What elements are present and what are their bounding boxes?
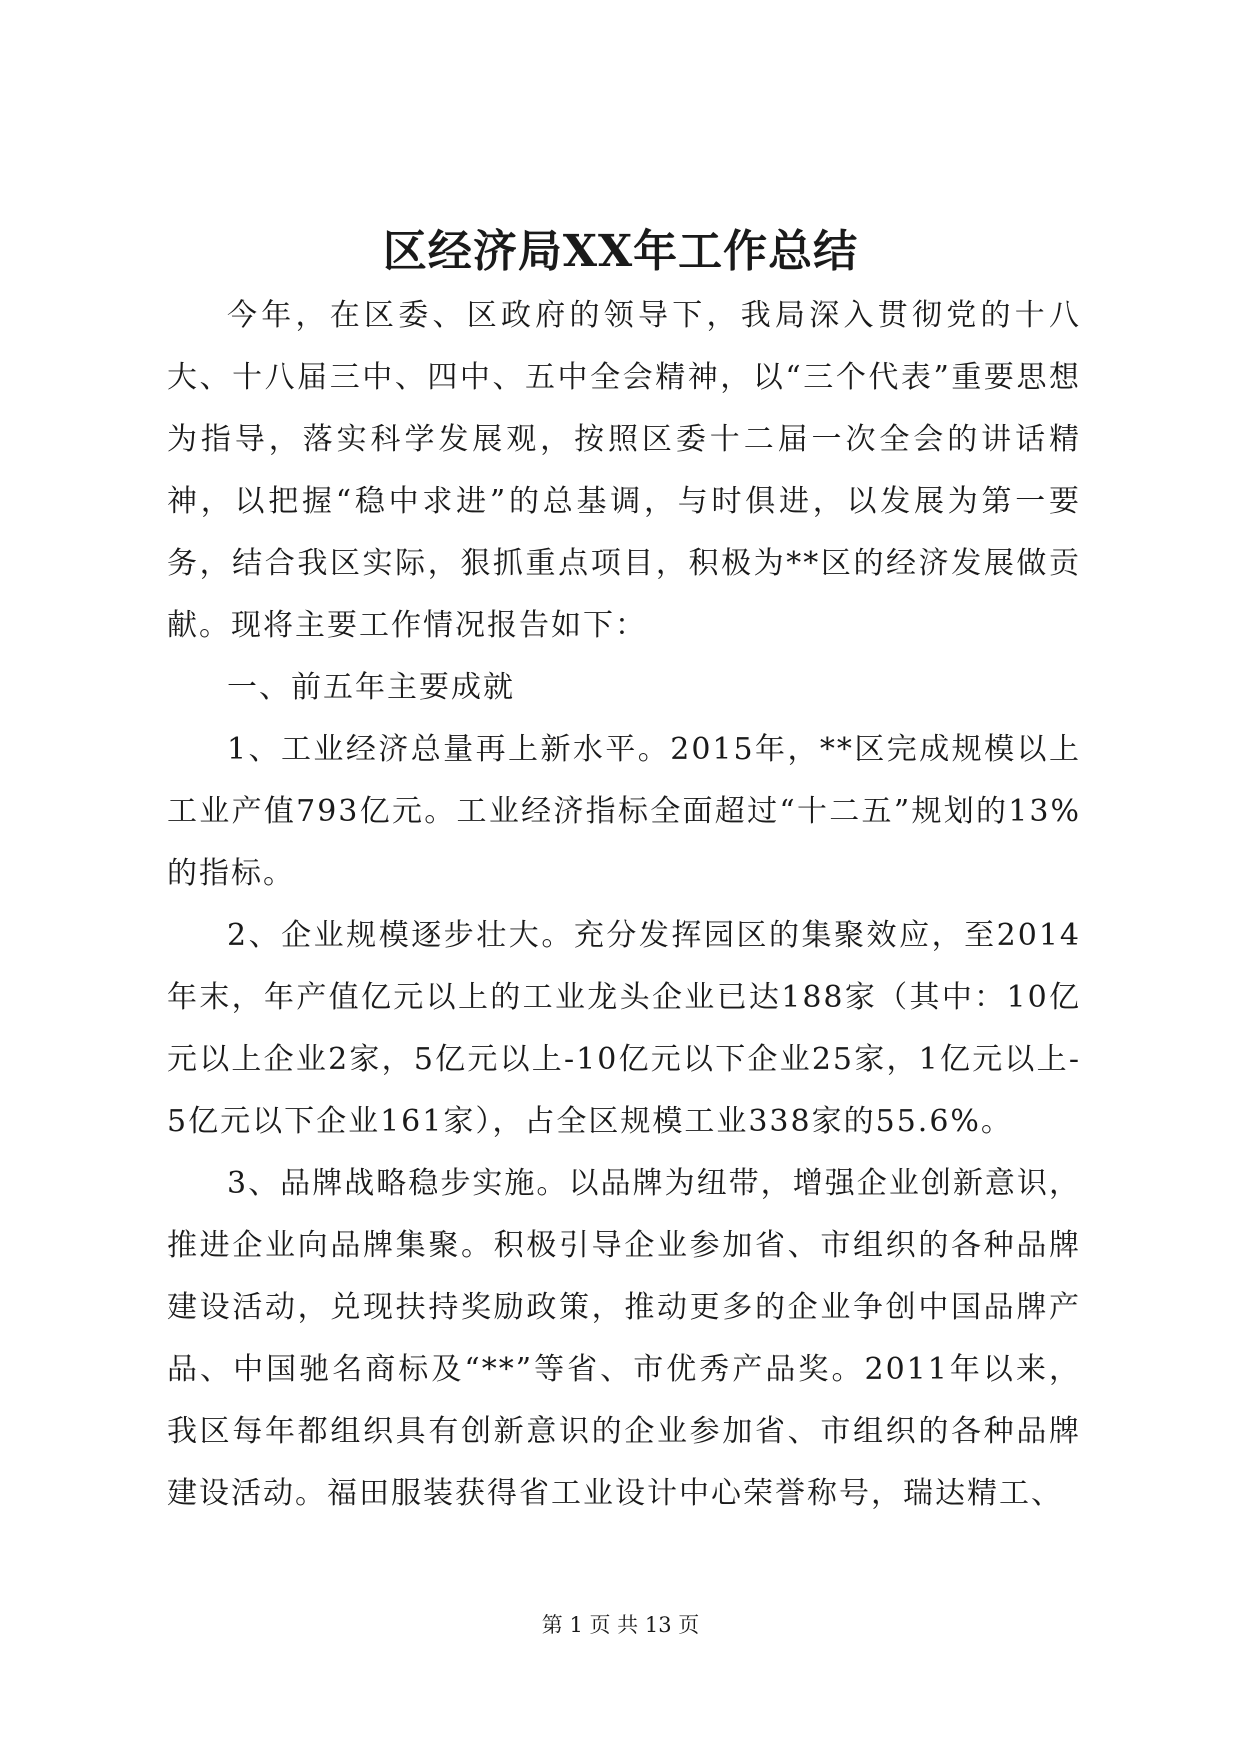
paragraph-item-1: 1、工业经济总量再上新水平。2015年，**区完成规模以上工业产值793亿元。工业经济指标全面超过“十二五”规划的13%的指标。 — [167, 732, 1081, 891]
paragraph-item-2: 2、企业规模逐步壮大。充分发挥园区的集聚效应，至2014年末，年产值亿元以上的工业龙头企业已达188家（其中：10亿元以上企业2家，5亿元以上-10亿元以下企业25家，1亿元以上-5亿元以下企业161家），占全区规模工业338家的55.6%。 — [167, 918, 1081, 1139]
page-number-footer: 第 1 页 共 13 页 — [541, 1613, 700, 1637]
document-title: 区经济局XX年工作总结 — [382, 226, 859, 277]
document-body — [167, 285, 1081, 1525]
section-heading: 一、前五年主要成就 — [227, 670, 515, 705]
paragraph-intro: 今年，在区委、区政府的领导下，我局深入贯彻党的十八大、十八届三中、四中、五中全会精神，以“三个代表”重要思想为指导，落实科学发展观，按照区委十二届一次全会的讲话精神，以把握“稳中求进”的总基调，与时俱进，以发展为第一要务，结合我区实际，狠抓重点项目，积极为**区的经济发展做贡献。现将主要工作情况报告如下： — [167, 298, 1081, 643]
paragraph-item-3: 3、品牌战略稳步实施。以品牌为纽带，增强企业创新意识，推进企业向品牌集聚。积极引导企业参加省、市组织的各种品牌建设活动，兑现扶持奖励政策，推动更多的企业争创中国品牌产品、中国驰名商标及“**”等省、市优秀产品奖。2011年以来，我区每年都组织具有创新意识的企业参加省、市组织的各种品牌建设活动。福田服装获得省工业设计中心荣誉称号，瑞达精工、 — [167, 1166, 1081, 1511]
